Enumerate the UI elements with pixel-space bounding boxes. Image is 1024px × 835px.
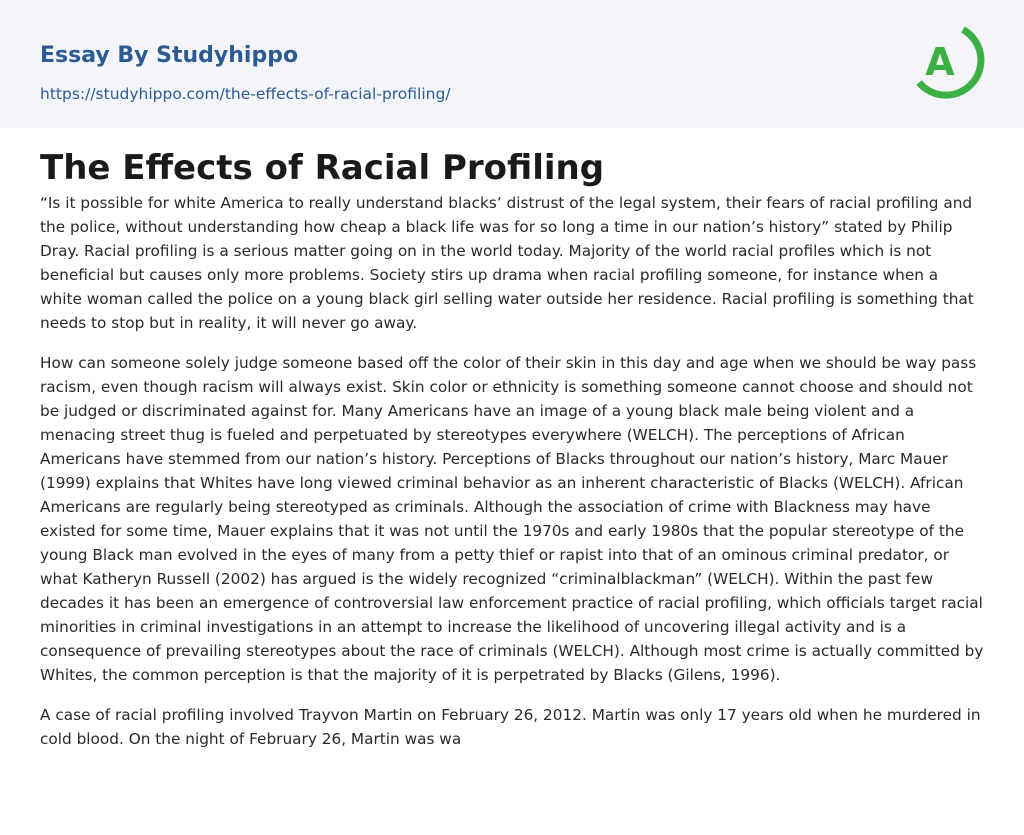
essay-paragraph-3: A case of racial profiling involved Trayvon Martin on February 26, 2012. Martin was only 17 years old when he murdered in cold blood. On the night of February 26, Martin was wa xyxy=(40,706,981,748)
essay-title: The Effects of Racial Profiling xyxy=(40,148,605,188)
page-header xyxy=(0,0,1024,128)
brand-title: Essay By Studyhippo xyxy=(40,43,299,68)
essay-content xyxy=(40,145,984,767)
source-url-link[interactable]: https://studyhippo.com/the-effects-of-racial-profiling/ xyxy=(40,85,451,103)
logo-letter: A xyxy=(925,40,955,84)
studyhippo-logo-icon xyxy=(913,20,985,104)
essay-paragraph-2: How can someone solely judge someone based off the color of their skin in this day and age when we should be way pass racism, even though racism will always exist. Skin color or ethnicity is something someone cannot choose and should not be judged or discriminated against for. Many Americans have an image of a young black male being violent and a menacing street thug is fueled and perpetuated by stereotypes everywhere (WELCH). The perceptions of African Americans have stemmed from our nation’s history. Perceptions of Blacks throughout our nation’s history, Marc Mauer (1999) explains that Whites have long viewed criminal behavior as an inherent characteristic of Blacks (WELCH). African Americans are regularly being stereotyped as criminals. Although the association of crime with Blackness may have existed for some time, Mauer explains that it was not until the 1970s and early 1980s that the popular stereotype of the young Black man evolved in the eyes of many from a petty thief or rapist into that of an ominous criminal predator, or what Katheryn Russell (2002) has argued is the widely recognized “criminalblackman” (WELCH). Within the past few decades it has been an emergence of controversial law enforcement practice of racial profiling, which officials target racial minorities in criminal investigations in an attempt to increase the likelihood of uncovering illegal activity and is a consequence of prevailing stereotypes about the race of criminals (WELCH). Although most crime is actually committed by Whites, the common perception is that the majority of it is perpetrated by Blacks (Gilens, 1996). xyxy=(40,354,984,684)
essay-paragraph-1: “Is it possible for white America to really understand blacks’ distrust of the legal system, their fears of racial profiling and the police, without understanding how cheap a black life was for so long a time in our nation’s history” stated by Philip Dray. Racial profiling is a serious matter going on in the world today. Majority of the world racial profiles which is not beneficial but causes only more problems. Society stirs up drama when racial profiling someone, for instance when a white woman called the police on a young black girl selling water outside her residence. Racial profiling is something that needs to stop but in reality, it will never go away. xyxy=(40,194,974,332)
